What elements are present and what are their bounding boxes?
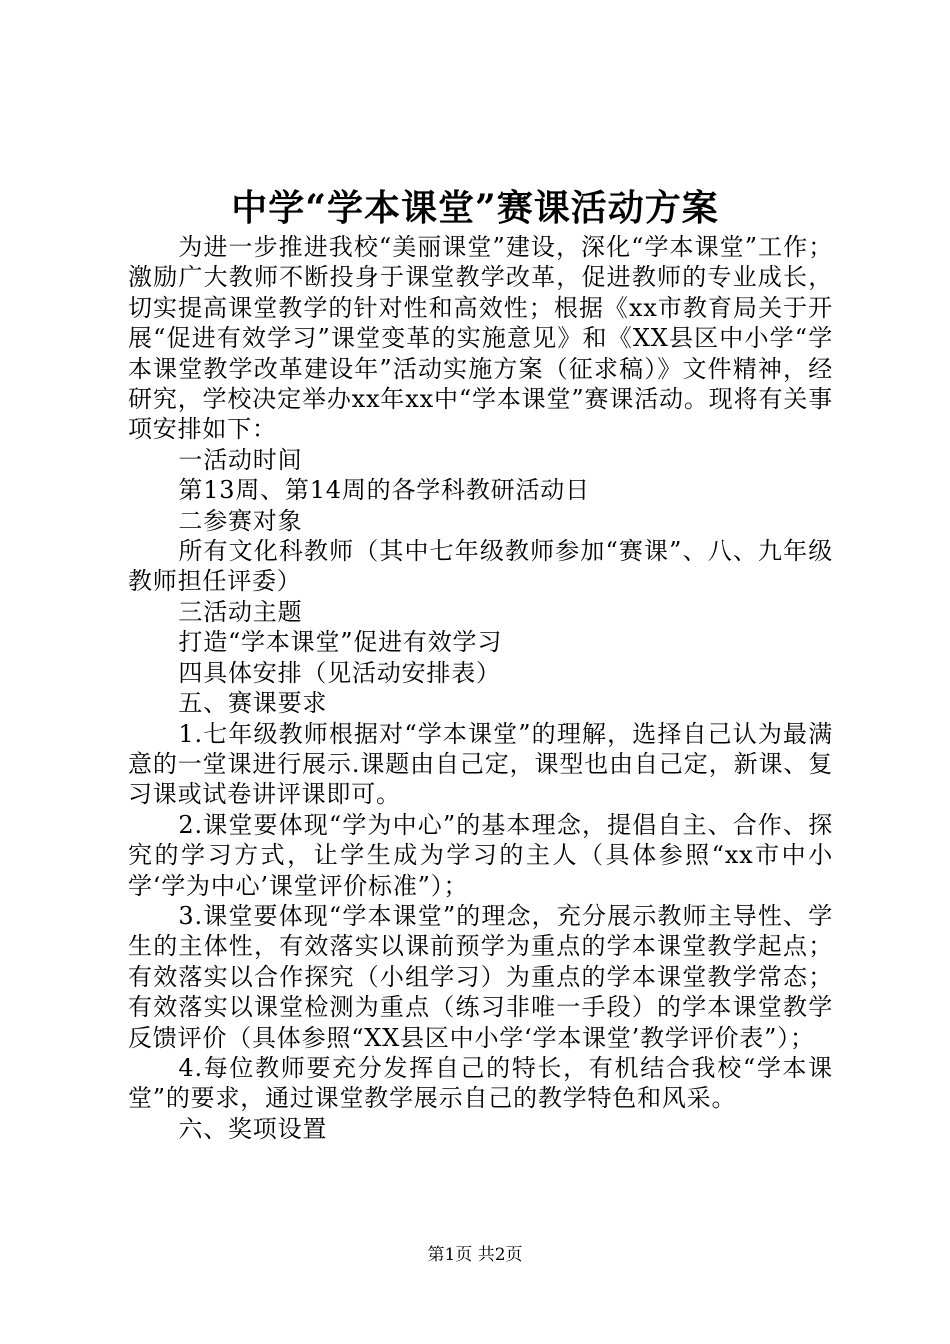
section-heading-activity-time: 一活动时间 <box>178 445 303 474</box>
requirement-item-3: 3.课堂要体现“学本课堂”的理念，充分展示教师主导性、学生的主体性，有效落实以课前预学为重点的学本课堂教学起点；有效落实以合作探究（小组学习）为重点的学本课堂教学常态；有效落实以课堂检测为重点（练习非唯一手段）的学本课堂教学反馈评价（具体参照“XX县区中小学‘学本课堂’教学评价表”）； <box>128 901 833 1052</box>
section-heading-arrangement: 四具体安排（见活动安排表） <box>178 658 501 687</box>
activity-time-paragraph: 第13周、第14周的各学科教研活动日 <box>178 476 590 505</box>
section-heading-theme: 三活动主题 <box>178 597 303 626</box>
document-body <box>128 232 833 1144</box>
participants-paragraph: 所有文化科教师（其中七年级教师参加“赛课”、八、九年级教师担任评委） <box>128 537 833 596</box>
requirement-item-4: 4.每位教师要充分发挥自己的特长，有机结合我校“学本课堂”的要求，通过课堂教学展示自己的教学特色和风采。 <box>128 1053 833 1113</box>
page-footer: 第1页 共2页 <box>427 1245 523 1265</box>
section-heading-requirements: 五、赛课要求 <box>178 689 328 718</box>
section-heading-awards: 六、奖项设置 <box>178 1114 328 1143</box>
requirement-item-1: 1.七年级教师根据对“学本课堂”的理解，选择自己认为最满意的一堂课进行展示.课题由自己定，课型也由自己定，新课、复习课或试卷讲评课即可。 <box>128 719 833 809</box>
requirement-item-2: 2.课堂要体现“学为中心”的基本理念，提倡自主、合作、探究的学习方式，让学生成为学习的主人（具体参照“xx市中小学‘学为中心’课堂评价标准”）； <box>128 810 833 900</box>
intro-paragraph: 为进一步推进我校“美丽课堂”建设，深化“学本课堂”工作；激励广大教师不断投身于课堂教学改革，促进教师的专业成长，切实提高课堂教学的针对性和高效性；根据《xx市教育局关于开展“促进有效学习”课堂变革的实施意见》和《XX县区中小学“学本课堂教学改革建设年”活动实施方案（征求稿）》文件精神，经研究，学校决定举办xx年xx中“学本课堂”赛课活动。现将有关事项安排如下： <box>128 233 833 444</box>
section-heading-participants: 二参赛对象 <box>178 506 303 535</box>
document-title: 中学“学本课堂”赛课活动方案 <box>231 187 719 229</box>
theme-paragraph: 打造“学本课堂”促进有效学习 <box>178 628 503 657</box>
